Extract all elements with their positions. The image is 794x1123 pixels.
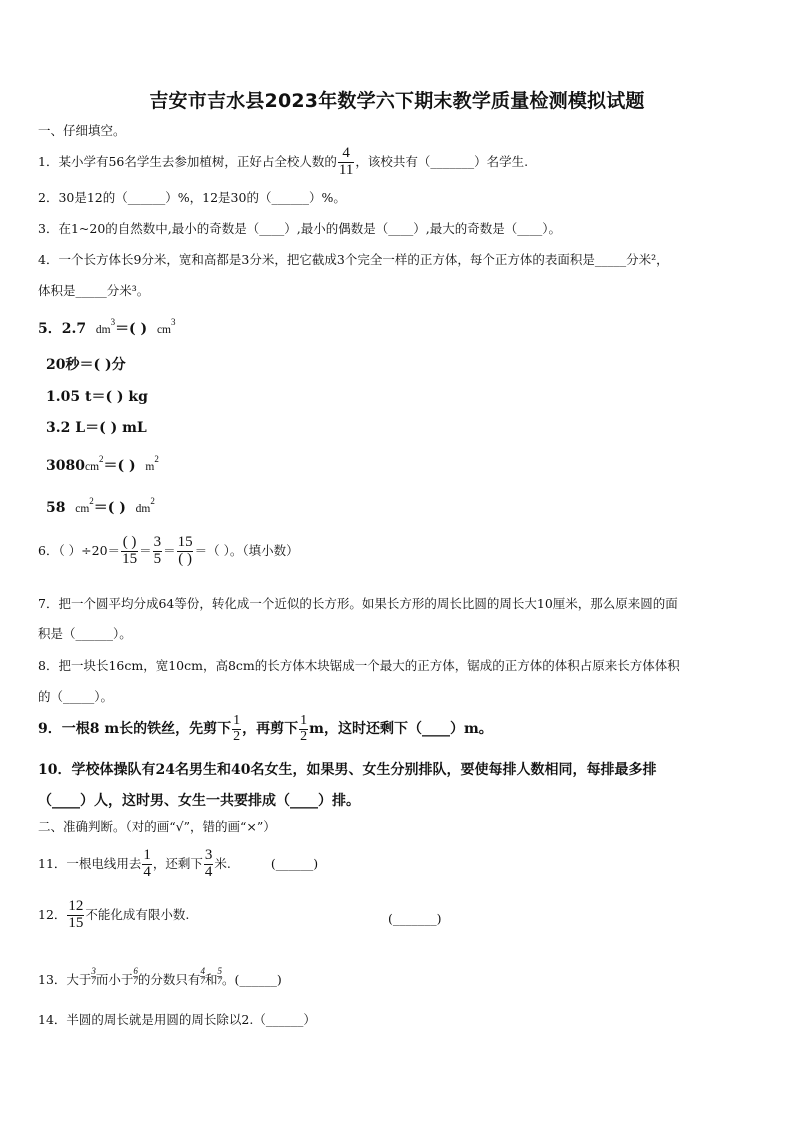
question-5-row-4: 3.2 L＝( ) mL [46, 420, 147, 436]
question-5-row-3: 1.05 t＝( ) kg [46, 389, 148, 405]
q6-fraction-3: $\frac{15}{( )}$ [177, 534, 193, 567]
q1-text: 1．某小学有56名学生去参加植树，正好占全校人数的 [38, 153, 337, 169]
question-3: 3．在1~20的自然数中,最小的奇数是（____）,最小的偶数是（____）,最大的奇数是（____）。 [38, 221, 561, 236]
q9-fraction-1: $\frac{1}{2}$ [233, 713, 241, 744]
question-10-line-2: （____）人，这时男、女生一共要排成（____）排。 [38, 793, 360, 809]
q13-fraction-1: $\frac{3}{7}$ [91, 966, 96, 986]
question-12: 12． $\frac{12}{15}$ 不能化成有限小数. [38, 898, 190, 931]
question-11: 11．一根电线用去 $\frac{1}{4}$ ，还剩下 $\frac{3}{4}$ 米. (______) [38, 847, 319, 880]
question-13: 13．大于 $\frac{3}{7}$ 而小于 $\frac{6}{7}$ 的分数只有 $\frac{4}{7}$ 和 $\frac{5}{7}$ 。(______) [38, 966, 282, 987]
question-6: 6．（ ）÷20＝ $\frac{( )}{15}$ ＝ $\frac{3}{5}$ ＝ $\frac{15}{( )}$ ＝（ ）。（填小数） [38, 534, 299, 567]
section-heading-judge: 二、准确判断。（对的画“√”，错的画“×”） [38, 819, 276, 834]
q1-fraction: $\frac{4}{11}$ [338, 145, 354, 178]
q13-fraction-3: $\frac{4}{7}$ [200, 966, 205, 986]
section-heading-fill-blank: 一、仔细填空。 [38, 123, 126, 138]
question-5-row-1: 5．2.7 $dm^3=$( ) $cm^3$ [38, 317, 176, 337]
question-4-line-2: 体积是_____分米³。 [38, 283, 150, 298]
q6-fraction-2: $\frac{3}{5}$ [153, 534, 162, 567]
question-7-line-1: 7．把一个圆平均分成64等份，转化成一个近似的长方形。如果长方形的周长比圆的周长大10厘米，那么原来圆的面 [38, 596, 678, 611]
question-1 [38, 146, 762, 179]
q12-answer-blank[interactable]: (_______) [388, 911, 442, 926]
question-5-row-2: 20秒＝( )分 [46, 357, 126, 373]
q13-fraction-4: $\frac{5}{7}$ [217, 966, 222, 986]
q12-fraction: $\frac{12}{15}$ [68, 898, 84, 931]
question-4-line-1: 4．一个长方体长9分米，宽和高都是3分米，把它截成3个完全一样的正方体，每个正方体的表面积是_____分米²， [38, 252, 669, 267]
q11-fraction-1: $\frac{1}{4}$ [143, 847, 151, 880]
question-8-line-2: 的（_____）。 [38, 689, 114, 704]
question-8-line-1: 8．把一块长16cm，宽10cm，高8cm的长方体木块锯成一个最大的正方体，锯成的正方体的体积占原来长方体体积 [38, 658, 680, 673]
question-10-line-1: 10．学校体操队有24名男生和40名女生，如果男、女生分别排队，要使每排人数相同，每排最多排 [38, 762, 657, 778]
q9-fraction-2: $\frac{1}{2}$ [300, 713, 308, 744]
question-5-row-6: 58 $cm^2=$( ) $dm^2$ [46, 496, 155, 516]
question-7-line-2: 积是（______）。 [38, 626, 132, 641]
q6-fraction-1: $\frac{( )}{15}$ [122, 534, 138, 567]
question-14: 14．半圆的周长就是用圆的周长除以2.（______） [38, 1012, 316, 1027]
question-9: 9．一根8 m长的铁丝，先剪下 $\frac{1}{2}$ ，再剪下 $\frac{1}{2}$ m，这时还剩下（____）m。 [38, 713, 493, 744]
page-title: 吉安市吉水县2023年数学六下期末教学质量检测模拟试题 [149, 90, 645, 112]
q11-fraction-2: $\frac{3}{4}$ [204, 847, 213, 880]
q11-answer-blank[interactable]: (______) [270, 855, 319, 871]
q13-fraction-2: $\frac{6}{7}$ [133, 966, 138, 986]
q1-text-end: ，该校共有（_______）名学生. [355, 153, 529, 169]
question-5-row-5: $3080cm^2=$( ) $m^2$ [46, 454, 159, 474]
question-2: 2．30是12的（______）%，12是30的（______）%。 [38, 190, 346, 205]
